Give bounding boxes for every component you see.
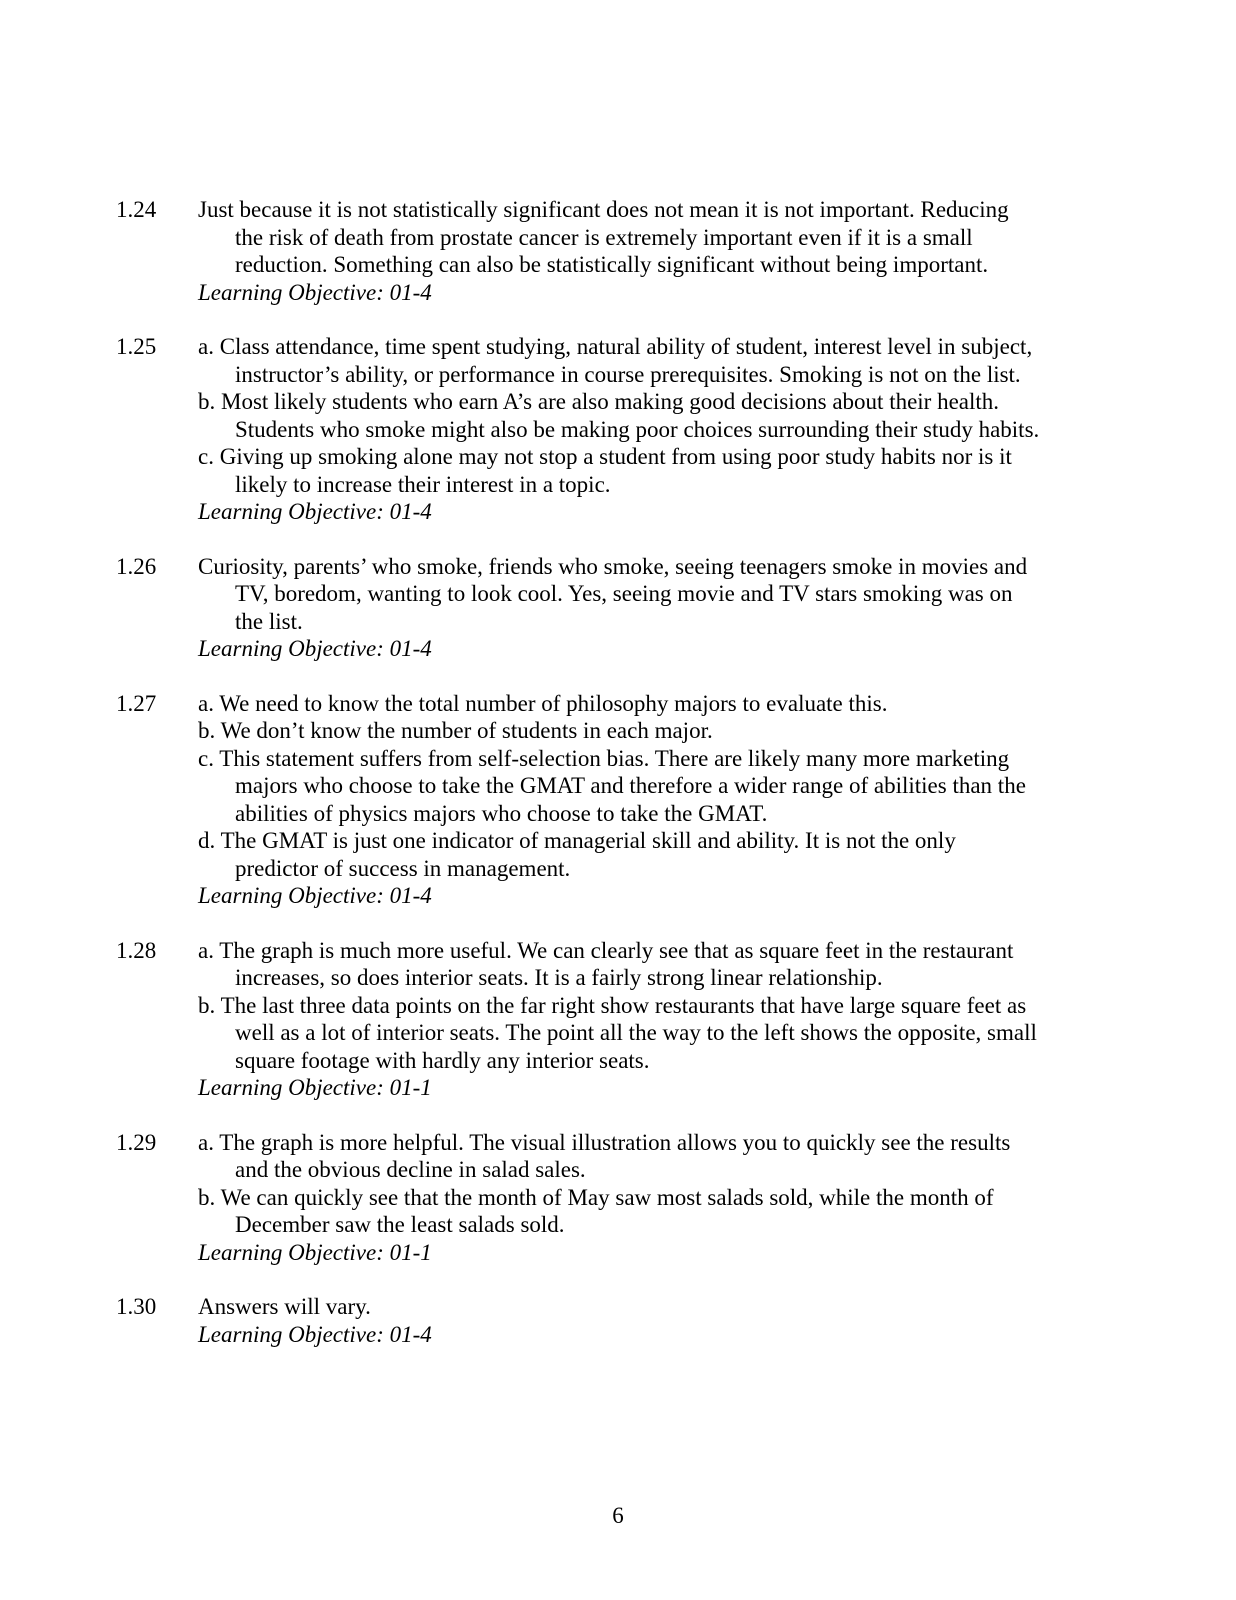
learning-objective: Learning Objective: 01-1 <box>198 1075 432 1100</box>
answer-key-document <box>116 196 1086 1375</box>
problem-1-29 <box>116 1129 1086 1267</box>
answer-line: well as a lot of interior seats. The point all the way to the left shows the opposite, small <box>235 1020 1037 1045</box>
answer-line: and the obvious decline in salad sales. <box>235 1157 586 1182</box>
answer-line: Curiosity, parents’ who smoke, friends who smoke, seeing teenagers smoke in movies and <box>198 553 1028 579</box>
problem-number: 1.29 <box>116 1129 157 1155</box>
answer-line: the risk of death from prostate cancer is extremely important even if it is a small <box>235 224 973 250</box>
answer-line: square footage with hardly any interior seats. <box>235 1047 650 1073</box>
answer-line: Students who smoke might also be making poor choices surrounding their study habits. <box>235 416 1040 442</box>
learning-objective: Learning Objective: 01-4 <box>198 1321 432 1347</box>
problem-number: 1.28 <box>116 937 157 963</box>
answer-line: c. Giving up smoking alone may not stop a student from using poor study habits nor is it <box>198 444 1012 469</box>
learning-objective: Learning Objective: 01-4 <box>198 636 432 661</box>
problem-number: 1.26 <box>116 553 157 579</box>
answer-line: a. The graph is much more useful. We can clearly see that as square feet in the restaurant <box>198 937 1014 963</box>
problem-number: 1.24 <box>116 197 157 222</box>
problem-1-25 <box>116 333 1086 526</box>
problem-number: 1.27 <box>116 690 157 716</box>
problem-1-30 <box>116 1293 1086 1348</box>
answer-line: instructor’s ability, or performance in course prerequisites. Smoking is not on the list. <box>235 361 1021 387</box>
problem-1-26 <box>116 553 1086 663</box>
problem-number: 1.30 <box>116 1294 157 1319</box>
learning-objective: Learning Objective: 01-4 <box>198 499 432 524</box>
answer-line: the list. <box>235 608 303 634</box>
answer-line: b. We don’t know the number of students in each major. <box>198 718 713 743</box>
page-number: 6 <box>612 1503 624 1528</box>
answer-line: Just because it is not statistically significant does not mean it is not important. Reducing <box>198 197 1009 222</box>
answer-line: d. The GMAT is just one indicator of managerial skill and ability. It is not the only <box>198 828 956 853</box>
problem-1-27 <box>116 690 1086 910</box>
answer-line: majors who choose to take the GMAT and therefore a wider range of abilities than the <box>235 773 1026 798</box>
answer-line: TV, boredom, wanting to look cool. Yes, seeing movie and TV stars smoking was on <box>235 581 1013 606</box>
answer-line: Answers will vary. <box>198 1294 371 1319</box>
answer-line: reduction. Something can also be statistically significant without being important. <box>235 252 989 277</box>
answer-line: c. This statement suffers from self-selection bias. There are likely many more marketing <box>198 745 1010 771</box>
answer-line: predictor of success in management. <box>235 855 571 881</box>
answer-line: b. The last three data points on the far right show restaurants that have large square feet as <box>198 992 1027 1018</box>
answer-line: a. We need to know the total number of philosophy majors to evaluate this. <box>198 690 888 716</box>
answer-line: a. The graph is more helpful. The visual illustration allows you to quickly see the results <box>198 1129 1011 1155</box>
answer-line: abilities of physics majors who choose to take the GMAT. <box>235 800 768 826</box>
problem-number: 1.25 <box>116 334 157 359</box>
answer-line: b. We can quickly see that the month of May saw most salads sold, while the month of <box>198 1184 994 1210</box>
answer-line: a. Class attendance, time spent studying, natural ability of student, interest level in subject, <box>198 334 1033 359</box>
problem-1-24 <box>116 196 1086 306</box>
answer-line: December saw the least salads sold. <box>235 1212 565 1237</box>
problem-1-28 <box>116 937 1086 1102</box>
learning-objective: Learning Objective: 01-4 <box>198 883 432 908</box>
answer-line: increases, so does interior seats. It is a fairly strong linear relationship. <box>235 965 883 990</box>
learning-objective: Learning Objective: 01-4 <box>198 279 432 305</box>
learning-objective: Learning Objective: 01-1 <box>198 1239 432 1265</box>
answer-line: b. Most likely students who earn A’s are also making good decisions about their health. <box>198 389 1000 414</box>
answer-line: likely to increase their interest in a topic. <box>235 471 611 497</box>
